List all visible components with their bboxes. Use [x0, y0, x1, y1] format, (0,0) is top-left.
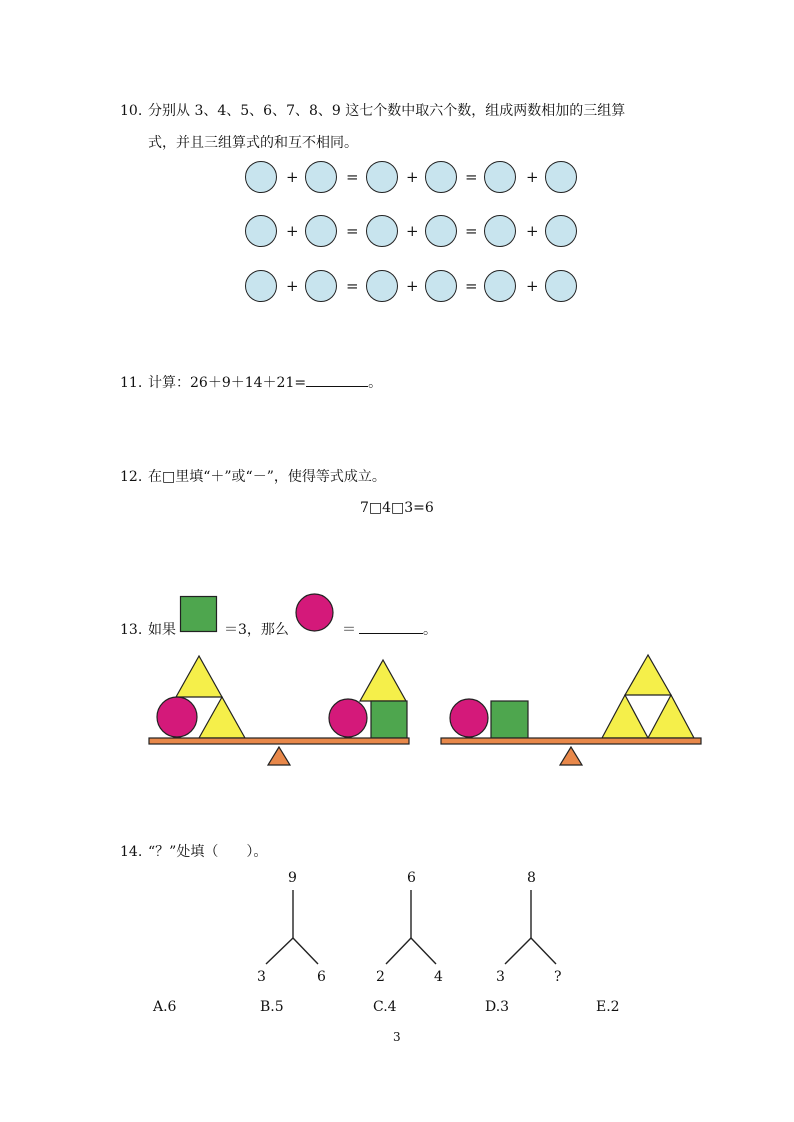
q14-text: “？”处填（ ）。	[148, 844, 268, 860]
q14-number: 14.	[120, 844, 143, 860]
plus-sign: +	[286, 277, 299, 295]
option-b[interactable]: B.5	[260, 999, 284, 1015]
number-tree	[386, 890, 436, 964]
tree-right-number: 6	[317, 969, 326, 985]
tree-left-number: 3	[496, 969, 505, 985]
option-d[interactable]: D.3	[485, 999, 510, 1015]
option-c[interactable]: C.4	[373, 999, 397, 1015]
option-a[interactable]: A.6	[153, 999, 177, 1015]
number-tree	[266, 890, 318, 964]
plus-sign: +	[406, 168, 419, 186]
q13-equals: ＝	[342, 622, 356, 638]
equals-sign: =	[465, 222, 478, 240]
plus-sign: +	[526, 168, 539, 186]
tree-right-number: ?	[554, 969, 562, 985]
page-number: 3	[393, 1030, 401, 1044]
equals-sign: =	[346, 168, 359, 186]
q12-equation: 7□4□3=6	[360, 500, 434, 516]
q13-if-text: 如果	[148, 622, 176, 638]
equals-sign: =	[465, 168, 478, 186]
plus-sign: +	[406, 222, 419, 240]
q13-number: 13.	[120, 622, 143, 638]
plus-sign: +	[526, 277, 539, 295]
number-tree	[505, 890, 556, 964]
plus-sign: +	[526, 222, 539, 240]
equals-sign: =	[346, 277, 359, 295]
plus-sign: +	[406, 277, 419, 295]
q10-text-line2: 式，并且三组算式的和互不相同。	[148, 135, 358, 151]
tree-right-number: 4	[434, 969, 443, 985]
tree-left-number: 2	[376, 969, 385, 985]
q13-suffix: 。	[423, 622, 437, 638]
option-e[interactable]: E.2	[596, 999, 620, 1015]
tree-top-number: 9	[288, 870, 297, 886]
q11-expression: 计算：26＋9＋14＋21=	[148, 375, 307, 391]
q12-number: 12.	[120, 469, 143, 485]
q10-number: 10.	[120, 103, 143, 119]
tree-left-number: 3	[257, 969, 266, 985]
plus-sign: +	[286, 222, 299, 240]
tree-top-number: 6	[407, 870, 416, 886]
equals-sign: =	[465, 277, 478, 295]
equals-sign: =	[346, 222, 359, 240]
q11-number: 11.	[120, 375, 143, 391]
q12-text: 在□里填“＋”或“－”，使得等式成立。	[148, 469, 386, 485]
plus-sign: +	[286, 168, 299, 186]
tree-top-number: 8	[527, 870, 536, 886]
q11-suffix: 。	[368, 375, 383, 391]
q13-eq3-text: ＝3，那么	[224, 622, 289, 638]
q10-text-line1: 分别从 3、4、5、6、7、8、9 这七个数中取六个数，组成两数相加的三组算	[148, 103, 626, 119]
